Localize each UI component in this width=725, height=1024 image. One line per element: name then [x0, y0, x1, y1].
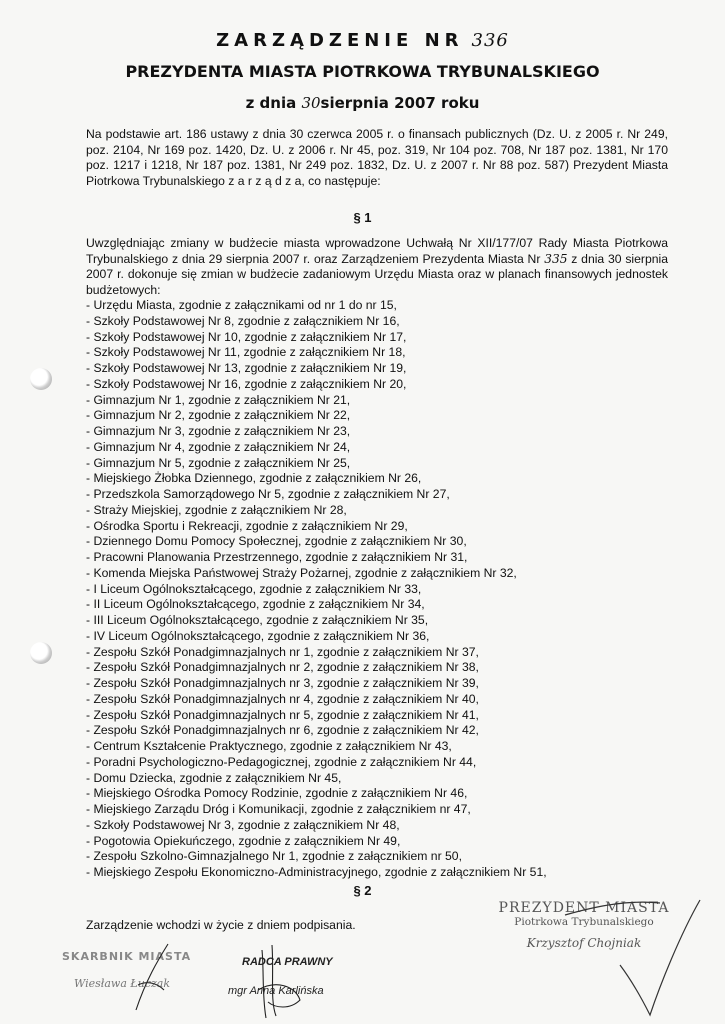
- list-item: - Zespołu Szkolno-Gimnazjalnego Nr 1, zgodnie z załącznikiem nr 50,: [86, 849, 462, 864]
- list-item: - Miejskiego Zespołu Ekonomiczno-Administracyjnego, zgodnie z załącznikiem Nr 51,: [86, 865, 547, 879]
- list-item: - Gimnazjum Nr 5, zgodnie z załącznikiem Nr 25,: [86, 455, 351, 470]
- list-item: - Miejskiego Ośrodka Pomocy Rodzinie, zgodnie z załącznikiem Nr 46,: [86, 786, 468, 801]
- list-item: - Szkoły Podstawowej Nr 8, zgodnie z załącznikiem Nr 16,: [86, 313, 400, 328]
- list-item: - Gimnazjum Nr 1, zgodnie z załącznikiem Nr 21,: [86, 392, 351, 407]
- list-item: - Zespołu Szkół Ponadgimnazjalnych nr 3, zgodnie z załącznikiem Nr 39,: [86, 676, 479, 690]
- list-item: - Gimnazjum Nr 3, zgodnie z załącznikiem Nr 23,: [86, 424, 351, 438]
- date-line: [0, 94, 725, 112]
- list-item: - Gimnazjum Nr 2, zgodnie z załącznikiem Nr 22,: [86, 408, 351, 423]
- punch-hole: [30, 368, 52, 390]
- date-prefix: z dnia: [245, 94, 297, 112]
- section-1-heading: § 1: [353, 210, 372, 225]
- section-2-text: Zarządzenie wchodzi w życie z dniem podpisania.: [86, 918, 356, 932]
- list-item: - IV Liceum Ogólnokształcącego, zgodnie z załącznikiem Nr 36,: [86, 628, 430, 643]
- preamble: Na podstawie art. 186 ustawy z dnia 30 czerwca 2005 r. o finansach publicznych (Dz. U. z 2005 r. Nr 249, poz. 2104, Nr 169 poz. 1420, Dz. U. z 2006 r. Nr 45, poz. 319, Nr 104 poz. 708, Nr 187 poz. 1381, Nr 170 poz. 1217 i 1218, Nr 187 poz. 1381, Nr 249 poz. 1832, Dz. U. z 2007 r. Nr 88 poz. 587) Prezydent Miasta Piotrkowa Trybunalskiego z a r z ą d z a, co następuje:: [86, 127, 668, 188]
- document-title: [0, 30, 725, 51]
- list-item: - Urzędu Miasta, zgodnie z załącznikami od nr 1 do nr 15,: [86, 298, 397, 312]
- date-day: 30: [301, 94, 321, 112]
- list-item: - Miejskiego Żłobka Dziennego, zgodnie z załącznikiem Nr 26,: [86, 471, 422, 486]
- punch-hole: [30, 642, 52, 664]
- list-item: - Szkoły Podstawowej Nr 3, zgodnie z załącznikiem Nr 48,: [86, 817, 400, 832]
- intro-part-2: z dnia 30 sierpnia 2007 r. dokonuje się zmian w budżecie zadaniowym Urzędu Miasta oraz w planach finansowych jednostek budżetowych:: [86, 251, 669, 297]
- section-1-intro: [86, 236, 668, 298]
- treasurer-stamp-title: SKARBNIK MIASTA: [62, 950, 192, 963]
- list-item: - Komenda Miejska Państwowej Straży Pożarnej, zgodnie z załącznikiem Nr 32,: [86, 565, 517, 580]
- list-item: - Szkoły Podstawowej Nr 11, zgodnie z załącznikiem Nr 18,: [86, 345, 406, 360]
- list-item: - Ośrodka Sportu i Rekreacji, zgodnie z załącznikiem Nr 29,: [86, 518, 408, 533]
- list-item: - Zespołu Szkół Ponadgimnazjalnych nr 2, zgodnie z załącznikiem Nr 38,: [86, 660, 479, 675]
- order-number: 336: [471, 30, 509, 51]
- list-item: - II Liceum Ogólnokształcącego, zgodnie z załącznikiem Nr 34,: [86, 597, 425, 612]
- list-item: - Miejskiego Zarządu Dróg i Komunikacji, zgodnie z załącznikiem nr 47,: [86, 802, 471, 816]
- issuer-line: PREZYDENTA MIASTA PIOTRKOWA TRYBUNALSKIEGO: [125, 62, 600, 81]
- date-suffix: sierpnia 2007 roku: [320, 94, 480, 112]
- intro-part-1: Uwzględniając zmiany w budżecie miasta wprowadzone Uchwałą Nr XII/177/07 Rady Miasta Piotrkowa Trybunalskiego z dnia 29 sierpnia 2007 r. oraz Zarządzeniem Prezydenta Miasta Nr: [86, 236, 668, 266]
- list-item: - Poradni Psychologiczno-Pedagogicznej, zgodnie z załącznikiem Nr 44,: [86, 754, 477, 769]
- list-item: - Centrum Kształcenie Praktycznego, zgodnie z załącznikiem Nr 43,: [86, 739, 452, 753]
- list-item: - Zespołu Szkół Ponadgimnazjalnych nr 1, zgodnie z załącznikiem Nr 37,: [86, 644, 479, 659]
- mayor-signature: [560, 895, 710, 1020]
- list-item: - Szkoły Podstawowej Nr 13, zgodnie z załącznikiem Nr 19,: [86, 361, 407, 375]
- list-item: - Przedszkola Samorządowego Nr 5, zgodnie z załącznikiem Nr 27,: [86, 487, 450, 501]
- list-item: - Straży Miejskiej, zgodnie z załącznikiem Nr 28,: [86, 502, 347, 517]
- treasurer-signature: [128, 940, 178, 1015]
- list-item: - I Liceum Ogólnokształcącego, zgodnie z załącznikiem Nr 33,: [86, 581, 422, 596]
- mayor-stamp-name: Krzysztof Chojniak: [526, 936, 642, 950]
- list-item: - III Liceum Ogólnokształcącego, zgodnie z załącznikiem Nr 35,: [86, 613, 429, 627]
- list-item: - Szkoły Podstawowej Nr 16, zgodnie z załącznikiem Nr 20,: [86, 376, 407, 391]
- list-item: - Domu Dziecka, zgodnie z załącznikiem Nr 45,: [86, 770, 342, 785]
- mayor-stamp-city: Piotrkowa Trybunalskiego: [514, 916, 654, 928]
- list-item: - Zespołu Szkół Ponadgimnazjalnych nr 5, zgodnie z załącznikiem Nr 41,: [86, 707, 479, 722]
- section-2-heading: § 2: [353, 883, 372, 898]
- treasurer-stamp-name: Wiesława Łuczak: [74, 977, 171, 990]
- list-item: - Gimnazjum Nr 4, zgodnie z załącznikiem Nr 24,: [86, 439, 351, 454]
- list-item: - Dziennego Domu Pomocy Społecznej, zgodnie z załącznikiem Nr 30,: [86, 534, 467, 549]
- unit-list: [86, 298, 686, 881]
- list-item: - Pogotowia Opiekuńczego, zgodnie z załącznikiem Nr 49,: [86, 833, 401, 848]
- lawyer-stamp-title: RADCA PRAWNY: [242, 956, 333, 968]
- list-item: - Zespołu Szkół Ponadgimnazjalnych nr 4, zgodnie z załącznikiem Nr 40,: [86, 691, 479, 706]
- list-item: - Pracowni Planowania Przestrzennego, zgodnie z załącznikiem Nr 31,: [86, 550, 468, 564]
- list-item: - Zespołu Szkół Ponadgimnazjalnych nr 6, zgodnie z załącznikiem Nr 42,: [86, 723, 479, 738]
- lawyer-signature: [250, 940, 310, 1020]
- list-item: - Szkoły Podstawowej Nr 10, zgodnie z załącznikiem Nr 17,: [86, 329, 407, 344]
- intro-number: 335: [544, 251, 568, 266]
- mayor-stamp-title: PREZYDENT MIASTA: [498, 900, 670, 916]
- title-text: ZARZĄDZENIE NR: [216, 30, 464, 51]
- lawyer-stamp-name: mgr Anna Karlińska: [228, 985, 324, 997]
